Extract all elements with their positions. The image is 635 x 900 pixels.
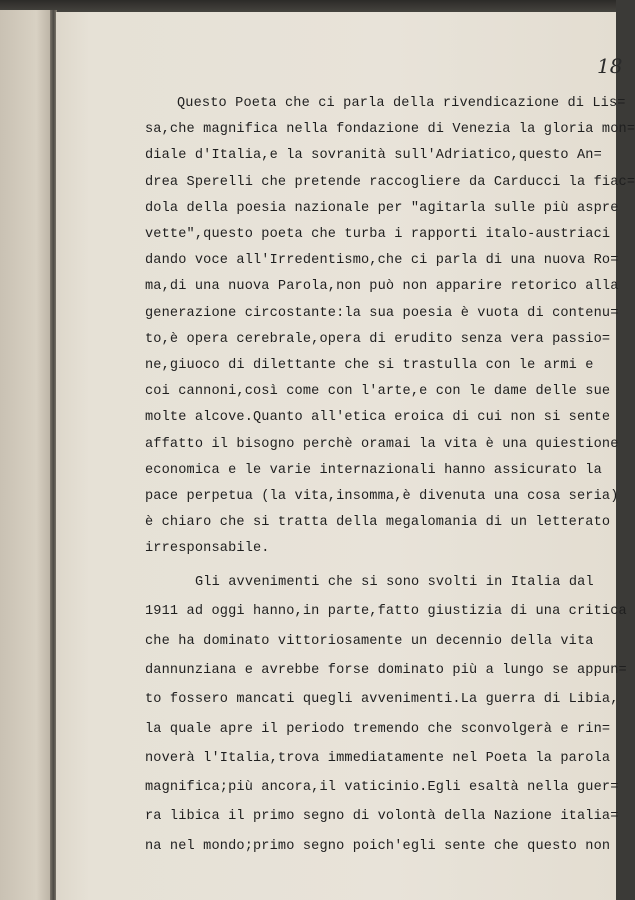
text-line: molte alcove.Quanto all'etica eroica di cui non si sente (145, 410, 611, 426)
document-page (56, 12, 635, 900)
text-line: coi cannoni,così come con l'arte,e con le dame delle sue (145, 384, 611, 400)
text-line: sa,che magnifica nella fondazione di Venezia la gloria mon= (145, 122, 635, 138)
text-line: drea Sperelli che pretende raccogliere da Carducci la fiac= (145, 174, 635, 190)
text-line: irresponsabile. (145, 541, 270, 557)
text-line: ra libica il primo segno di volontà della Nazione italia= (145, 809, 619, 825)
page-number: 18 (597, 54, 623, 78)
text-line: economica e le varie internazionali hanno assicurato la (145, 462, 602, 478)
text-line: che ha dominato vittoriosamente un decennio della vita (145, 633, 594, 649)
text-line: Gli avvenimenti che si sono svolti in Italia dal (195, 575, 594, 590)
text-line: affatto il bisogno perchè oramai la vita è una quiestione (145, 436, 619, 452)
text-line: dannunziana e avrebbe forse dominato più a lungo se appun= (145, 662, 627, 678)
text-line: diale d'Italia,e la sovranità sull'Adriatico,questo An= (145, 148, 602, 164)
text-line: dola della poesia nazionale per "agitarla sulle più aspre (145, 200, 619, 216)
text-line: magnifica;più ancora,il vaticinio.Egli esaltà nella guer= (145, 780, 619, 796)
facing-page-edge (0, 10, 52, 900)
text-line: noverà l'Italia,trova immediatamente nel Poeta la parola (145, 750, 611, 766)
text-line: pace perpetua (la vita,insomma,è divenuta una cosa seria) (145, 489, 619, 504)
text-line: generazione circostante:la sua poesia è vuota di contenu= (145, 305, 619, 321)
text-line: vette",questo poeta che turba i rapporti italo-austriaci (145, 227, 611, 242)
text-line: Questo Poeta che ci parla della rivendicazione di Lis= (177, 96, 626, 111)
text-line: dando voce all'Irredentismo,che ci parla di una nuova Ro= (145, 253, 619, 269)
text-line: ma,di una nuova Parola,non può non apparire retorico alla (145, 279, 619, 295)
text-line: la quale apre il periodo tremendo che sconvolgerà e rin= (145, 721, 611, 737)
text-line: to,è opera cerebrale,opera di erudito senza vera passio= (145, 331, 611, 347)
text-line: ne,giuoco di dilettante che si trastulla con le armi e (145, 358, 594, 373)
text-line: 1911 ad oggi hanno,in parte,fatto giustizia di una critica (145, 604, 627, 620)
text-line: to fossero mancati quegli avvenimenti.La guerra di Libia, (145, 692, 619, 708)
text-line: na nel mondo;primo segno poich'egli sente che questo non (145, 838, 611, 854)
text-line: è chiaro che si tratta della megalomania di un letterato (145, 515, 611, 531)
